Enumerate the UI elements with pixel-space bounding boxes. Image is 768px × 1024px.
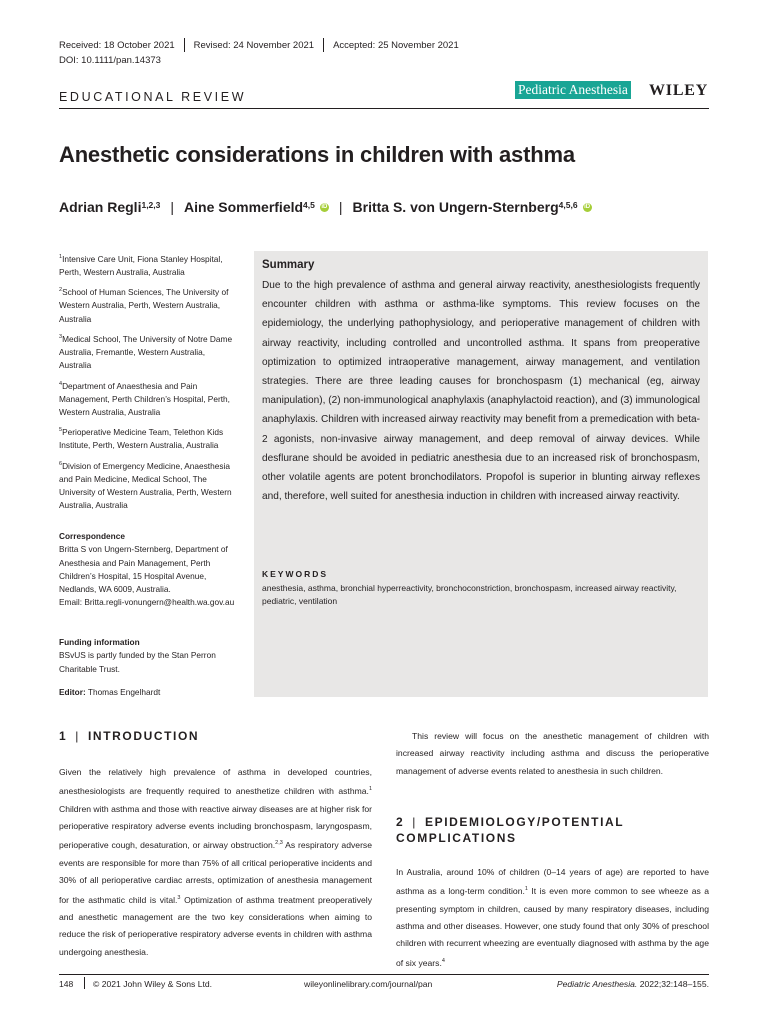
keywords-heading: KEYWORDS xyxy=(262,569,329,579)
summary-heading: Summary xyxy=(262,259,315,271)
summary-text: Due to the high prevalence of asthma and general airway reactivity, anesthesiologists frequently encounter children with asthma or asthma-like symptoms. This review focuses on the epidemiology, the underlying pathophysiology, and perioperative management of children with airway reactivity, including controlled and uncontrolled asthma. It spans from preoperative optimization to optimized intraoperative management, airway management, and ventilation strategies. There are three leading causes for bronchospasm (1) mechanical (eg, airway manipulation), (2) non-immunological anaphylaxis (anaphylactoid reaction), and (3) immunological anaphylaxis. Children with increased airway reactivity may benefit from a premedication with beta-2 agonists, non-invasive airway management, and deep removal of airway devices. While desflurane should be avoided in pediatric anesthesia due to an increased risk of bronchospasm, other volatile agents are potent bronchodilators. Propofol is superior in blunting airway reflexes and, therefore, well suited for anesthesia induction in children with increased airway reactivity. xyxy=(262,280,700,503)
editor-label: Editor: xyxy=(59,687,86,697)
affiliation: $^3$Medical School, The University of Notre Dame Australia, Fremantle, Western Australia, Australia xyxy=(59,333,233,371)
header-rule xyxy=(59,108,709,109)
author-separator: | xyxy=(170,199,175,215)
revised-date: Revised: 24 November 2021 xyxy=(193,39,315,51)
affiliation: $^1$Intensive Care Unit, Fiona Stanley Hospital, Perth, Western Australia, Australia xyxy=(59,253,223,278)
article-title: Anesthetic considerations in children with asthma xyxy=(59,142,575,167)
intro-paragraph: This review will focus on the anesthetic management of children with increased airway reactivity including asthma and discuss the perioperative management of adverse events related to anesthesia in such children. xyxy=(396,731,709,776)
accepted-date: Accepted: 25 November 2021 xyxy=(333,39,459,51)
author-list xyxy=(59,199,592,215)
doi[interactable]: DOI: 10.1111/pan.14373 xyxy=(59,55,161,66)
editor-name: Thomas Engelhardt xyxy=(87,687,161,697)
divider xyxy=(323,38,324,52)
article-dates xyxy=(59,38,459,52)
copyright: © 2021 John Wiley & Sons Ltd. xyxy=(93,979,213,989)
affiliations xyxy=(59,251,239,518)
author-name[interactable]: Aine Sommerfield xyxy=(184,199,304,215)
received-date: Received: 18 October 2021 xyxy=(59,39,175,51)
divider xyxy=(184,38,185,52)
journal-logo: Pediatric Anesthesia xyxy=(515,81,631,99)
correspondence xyxy=(59,530,239,610)
footer-divider xyxy=(84,977,85,989)
funding-text: BSvUS is partly funded by the Stan Perron Charitable Trust. xyxy=(59,650,216,674)
footer-rule xyxy=(59,974,709,975)
author-affiliation-sup: 4,5 xyxy=(303,200,315,210)
article-type-label: EDUCATIONAL REVIEW xyxy=(59,90,247,104)
correspondence-address: Britta S von Ungern-Sternberg, Department of Anesthesia and Pain Management, Perth Children’s Hospital, 15 Hospital Avenue, Nedlands, WA 6009, Australia. xyxy=(59,544,228,595)
author-separator: | xyxy=(338,199,343,215)
publisher-logo: WILEY xyxy=(649,82,709,99)
epidemiology-paragraph: In Australia, around 10% of children (0–14 years of age) are reported to have asthma as a long-term condition.$^1$ It is even more common to see wheeze as a presenting symptom in children, caused by many respiratory diseases, including asthma and other diseases. However, one study found that only 30% of preschool children with recurrent wheezing are eventually diagnosed with asthma by the age of six years.$^4$ xyxy=(396,867,709,968)
author-affiliation-sup: 1,2,3 xyxy=(141,200,161,210)
editor-line xyxy=(59,686,239,699)
section-heading-introduction: 1 | INTRODUCTION xyxy=(59,729,200,743)
affiliation: $^6$Division of Emergency Medicine, Anaesthesia and Pain Medicine, Medical School, The University of Western Australia, Perth, Western Australia, Australia xyxy=(59,460,232,511)
author-name[interactable]: Britta S. von Ungern-Sternberg xyxy=(352,199,559,215)
correspondence-heading: Correspondence xyxy=(59,531,125,541)
affiliation: $^4$Department of Anaesthesia and Pain Management, Perth Children’s Hospital, Perth, Western Australia, Australia xyxy=(59,380,230,418)
journal-url[interactable]: wileyonlinelibrary.com/journal/pan xyxy=(304,979,433,989)
citation: Pediatric Anesthesia. 2022;32:148–155. xyxy=(556,979,709,989)
keywords-list: anesthesia, asthma, bronchial hyperreactivity, bronchoconstriction, bronchospasm, increased airway reactivity, pediatric, ventilation xyxy=(262,583,677,606)
affiliation: $^5$Perioperative Medicine Team, Telethon Kids Institute, Perth, Western Australia, Australia xyxy=(59,427,224,451)
section-heading-epidemiology: 2 | EPIDEMIOLOGY/POTENTIAL COMPLICATIONS xyxy=(396,815,625,845)
page-number: 148 xyxy=(59,979,74,989)
correspondence-email[interactable]: Email: Britta.regli-vonungern@health.wa.gov.au xyxy=(59,597,235,608)
funding-heading: Funding information xyxy=(59,637,140,647)
intro-paragraph: Given the relatively high prevalence of asthma in developed countries, anesthesiologists are frequently required to anesthetize children with asthma.$^1$ Children with asthma and those with reactive airway diseases are at higher risk for perioperative respiratory adverse events including bronchospasm, laryngospasm, perioperative cough, desaturation, or airway obstruction.$^{2,3}$ As respiratory adverse events are responsible for more than 75% of all critical perioperative incidents and 30% of all perioperative cardiac arrests, optimization of anesthesia management for the asthmatic child is vital.$^3$ Optimization of asthma treatment preoperatively and anesthetic management are the two key considerations when aiming to reduce the risk of perioperative respiratory adverse events in children with asthma undergoing anesthesia. xyxy=(59,767,373,957)
orcid-icon[interactable]: iD xyxy=(321,203,328,210)
affiliation: $^2$School of Human Sciences, The University of Western Australia, Perth, Western Australia, Australia xyxy=(59,287,229,324)
funding-information xyxy=(59,636,239,676)
author-name[interactable]: Adrian Regli xyxy=(59,199,142,215)
orcid-icon[interactable]: iD xyxy=(584,203,591,210)
author-affiliation-sup: 4,5,6 xyxy=(558,200,578,210)
